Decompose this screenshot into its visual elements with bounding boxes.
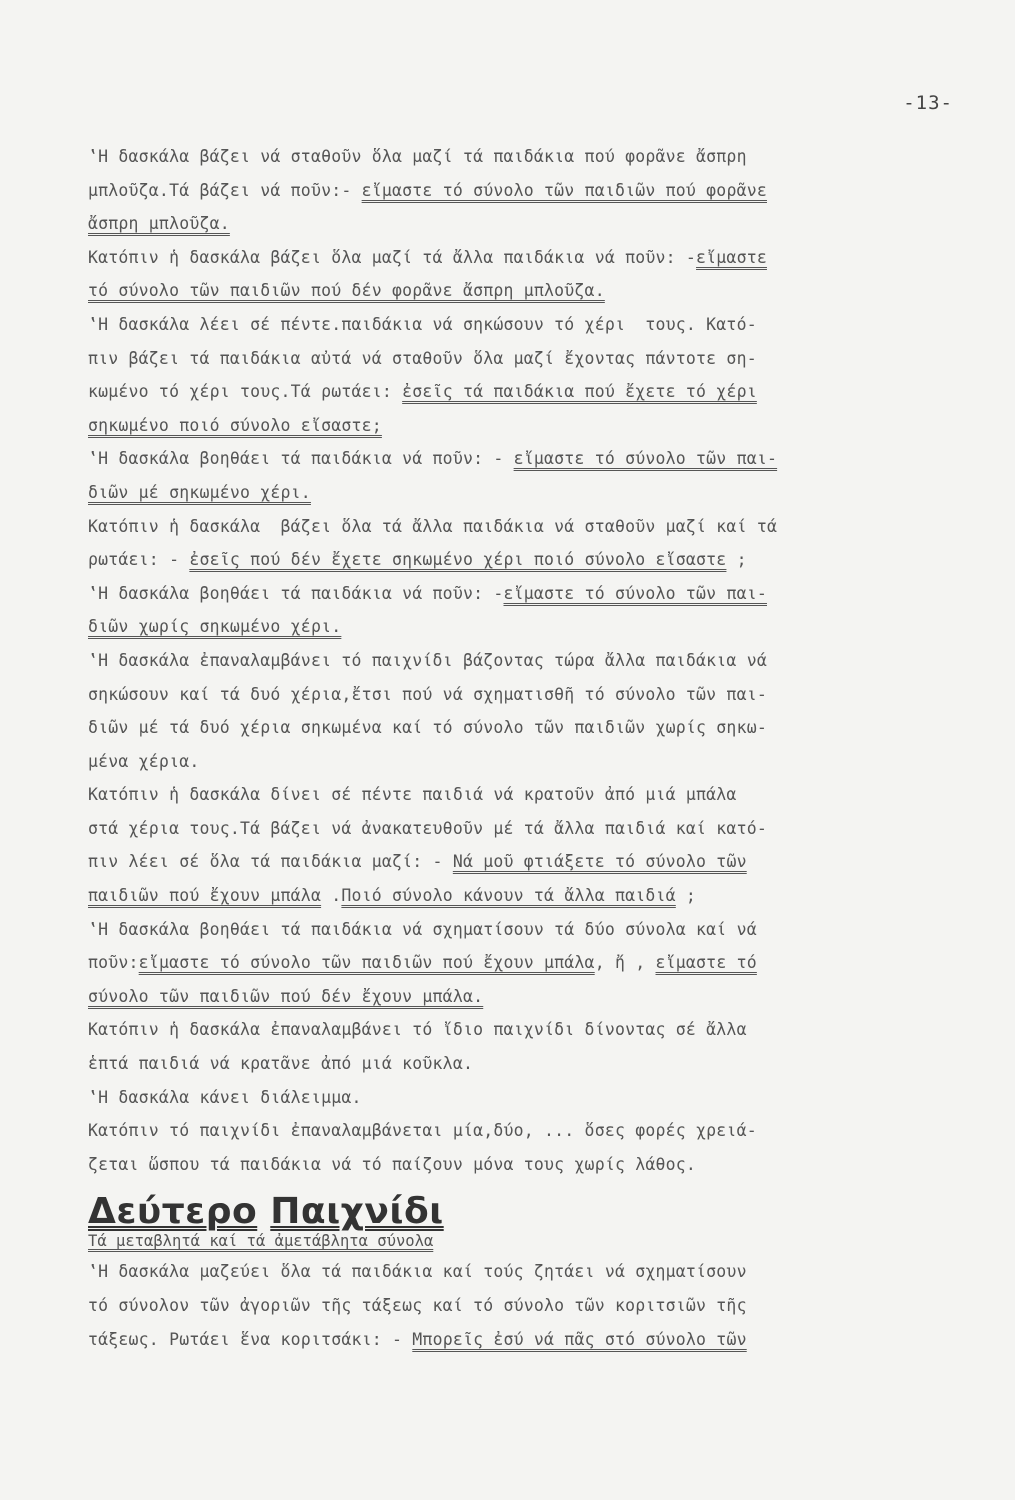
text-segment: διῶν μέ τά δυό χέρια σηκωμένα καί τό σύνολο τῶν παιδιῶν χωρίς σηκω- xyxy=(88,718,767,738)
text-segment: ποῦν: xyxy=(88,953,139,973)
text-line xyxy=(88,1081,948,1115)
text-line xyxy=(88,946,948,980)
text-line xyxy=(88,140,948,174)
text-segment: , ἤ , xyxy=(594,953,656,973)
underlined-text: σύνολο τῶν παιδιῶν πού δέν ἔχουν μπάλα. xyxy=(88,986,484,1006)
text-line xyxy=(88,207,948,241)
text-line xyxy=(88,442,948,476)
text-line xyxy=(88,913,948,947)
text-segment: στά χέρια τους.Τά βάζει νά ἀνακατευθοῦν μέ τά ἄλλα παιδιά καί κατό- xyxy=(88,818,767,838)
underlined-text: εἴμαστε τό σύνολο τῶν παιδιῶν πού ἔχουν μπάλα xyxy=(138,953,595,973)
underlined-text: εἴμαστε τό σύνολο τῶν παι- xyxy=(513,449,778,469)
underlined-text: εἴμαστε τό σύνολο τῶν παιδιῶν πού φορᾶνε xyxy=(361,180,767,200)
text-line xyxy=(88,745,948,779)
text-line xyxy=(88,1323,948,1357)
text-line xyxy=(88,1114,948,1148)
text-segment: Κατόπιν ἡ δασκάλα δίνει σέ πέντε παιδιά νά κρατοῦν ἀπό μιά μπάλα xyxy=(88,785,737,805)
section-heading xyxy=(88,1191,948,1233)
text-segment: Κατόπιν ἡ δασκάλα ἐπαναλαμβάνει τό ἴδιο παιχνίδι δίνοντας σέ ἄλλα xyxy=(88,1020,747,1040)
text-line xyxy=(88,644,948,678)
text-segment: ‛Η δασκάλα βοηθάει τά παιδάκια νά ποῦν: - xyxy=(88,583,504,603)
text-segment: ‛Η δασκάλα μαζεύει ὅλα τά παιδάκια καί τούς ζητάει νά σχηματίσουν xyxy=(88,1262,747,1282)
text-segment: μπλοῦζα.Τά βάζει νά ποῦν:- xyxy=(88,180,362,200)
text-segment: ἑπτά παιδιά νά κρατᾶνε ἀπό μιά κοῦκλα. xyxy=(88,1054,474,1074)
text-line xyxy=(88,1047,948,1081)
text-line xyxy=(88,1013,948,1047)
text-segment: Κατόπιν ἡ δασκάλα βάζει ὅλα μαζί τά ἄλλα παιδάκια νά ποῦν: - xyxy=(88,247,697,267)
underlined-text: ἐσεῖς πού δέν ἔχετε σηκωμένο χέρι ποιό σύνολο εἴσαστε xyxy=(189,550,727,570)
section-subheading: Τά μεταβλητά καί τά ἀμετάβλητα σύνολα xyxy=(88,1232,434,1251)
text-line xyxy=(88,375,948,409)
text-line xyxy=(88,308,948,342)
text-line xyxy=(88,980,948,1014)
text-segment: τό σύνολον τῶν ἀγοριῶν τῆς τάξεως καί τό σύνολο τῶν κοριτσιῶν τῆς xyxy=(88,1296,747,1315)
page-number: -13- xyxy=(903,92,953,114)
underlined-text: σηκωμένο ποιό σύνολο εἴσαστε; xyxy=(88,415,382,435)
text-line xyxy=(88,174,948,208)
text-line xyxy=(88,678,948,712)
text-line xyxy=(88,577,948,611)
text-line xyxy=(88,610,948,644)
underlined-text: Νά μοῦ φτιάξετε τό σύνολο τῶν xyxy=(452,852,747,872)
paragraphs-second-game xyxy=(88,1255,948,1356)
text-line xyxy=(88,342,948,376)
text-line xyxy=(88,1289,948,1323)
text-segment: . xyxy=(321,886,342,906)
underlined-text: διῶν χωρίς σηκωμένο χέρι. xyxy=(88,617,342,637)
underlined-text: εἴμαστε τό xyxy=(655,953,757,973)
text-segment: πιν λέει σέ ὅλα τά παιδάκια μαζί: - xyxy=(88,852,453,872)
text-line xyxy=(88,409,948,443)
text-segment: Κατόπιν τό παιχνίδι ἐπαναλαμβάνεται μία,δύο, ... ὅσες φορές χρειά- xyxy=(88,1121,757,1141)
underlined-text: παιδιῶν πού ἔχουν μπάλα xyxy=(88,886,322,906)
text-line xyxy=(88,778,948,812)
text-line xyxy=(88,1148,948,1182)
text-line xyxy=(88,1255,948,1289)
text-line xyxy=(88,510,948,544)
text-line xyxy=(88,241,948,275)
text-segment: ζεται ὥσπου τά παιδάκια νά τό παίζουν μόνα τους χωρίς λάθος. xyxy=(88,1154,697,1174)
text-segment: κωμένο τό χέρι τους.Τά ρωτάει: xyxy=(88,382,403,402)
text-segment: ‛Η δασκάλα ἐπαναλαμβάνει τό παιχνίδι βάζοντας τώρα ἄλλα παιδάκια νά xyxy=(88,650,767,670)
text-segment: τάξεως. Ρωτάει ἕνα κοριτσάκι: - xyxy=(88,1329,413,1349)
text-segment: ; xyxy=(675,886,697,906)
text-segment: πιν βάζει τά παιδάκια αὐτά νά σταθοῦν ὅλα μαζί ἔχοντας πάντοτε ση- xyxy=(88,348,757,368)
heading-word-1: Δεύτερο xyxy=(88,1191,258,1233)
underlined-text: εἴμαστε xyxy=(696,247,767,267)
text-line xyxy=(88,476,948,510)
underlined-text: Ποιό σύνολο κάνουν τά ἄλλα παιδιά xyxy=(341,886,676,906)
underlined-text: Μπορεῖς ἐσύ νά πᾶς στό σύνολο τῶν xyxy=(412,1329,747,1349)
text-line xyxy=(88,274,948,308)
text-segment: σηκώσουν καί τά δυό χέρια,ἔτσι πού νά σχηματισθῆ τό σύνολο τῶν παι- xyxy=(88,684,767,704)
text-line xyxy=(88,845,948,879)
text-segment: ‛Η δασκάλα βάζει νά σταθοῦν ὅλα μαζί τά παιδάκια πού φορᾶνε ἄσπρη xyxy=(88,147,747,166)
text-line xyxy=(88,879,948,913)
underlined-text: ἄσπρη μπλοῦζα. xyxy=(88,214,230,234)
text-segment: ‛Η δασκάλα βοηθάει τά παιδάκια νά ποῦν: - xyxy=(88,449,514,469)
text-segment: ‛Η δασκάλα βοηθάει τά παιδάκια νά σχηματίσουν τά δύο σύνολα καί νά xyxy=(88,919,757,939)
text-segment: Κατόπιν ἡ δασκάλα βάζει ὅλα τά ἄλλα παιδάκια νά σταθοῦν μαζί καί τά xyxy=(88,516,778,536)
text-segment: ρωτάει: - xyxy=(88,550,190,570)
text-segment: ‛Η δασκάλα κάνει διάλειμμα. xyxy=(88,1087,362,1107)
underlined-text: ἐσεῖς τά παιδάκια πού ἔχετε τό χέρι xyxy=(402,382,757,402)
text-line xyxy=(88,711,948,745)
body-text xyxy=(88,140,948,1356)
text-line xyxy=(88,812,948,846)
text-line xyxy=(88,543,948,577)
text-segment: μένα χέρια. xyxy=(88,751,200,771)
text-segment: ‛Η δασκάλα λέει σέ πέντε.παιδάκια νά σηκώσουν τό χέρι τους. Κατό- xyxy=(88,314,757,334)
underlined-text: διῶν μέ σηκωμένο χέρι. xyxy=(88,482,311,502)
underlined-text: τό σύνολο τῶν παιδιῶν πού δέν φορᾶνε ἄσπρη μπλοῦζα. xyxy=(88,281,605,301)
paragraphs-first-game xyxy=(88,140,948,1181)
underlined-text: εἴμαστε τό σύνολο τῶν παι- xyxy=(503,583,767,603)
heading-word-2: Παιχνίδι xyxy=(270,1191,444,1233)
text-segment: ; xyxy=(726,550,747,570)
